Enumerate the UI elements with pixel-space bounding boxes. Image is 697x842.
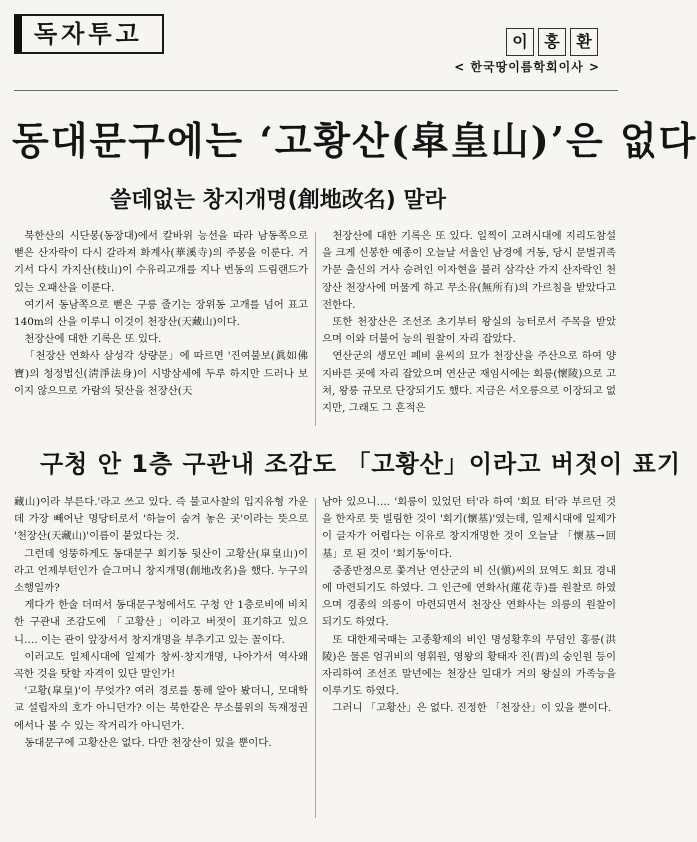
headline: 동대문구에는 ‘고황산(皐皇山)’은 없다 xyxy=(12,118,697,163)
body-paragraph: 게다가 한술 더떠서 동대문구청에서도 구청 안 1층로비에 비치한 구관내 조감도에 「고황산」이라고 버젓이 표기하고 있으니…. 이는 관이 앞장서서 창지개명을 부추기고 있는 꼴이다. xyxy=(14,599,308,646)
section-label: 독자투고 xyxy=(14,14,164,54)
author-char: 환 xyxy=(570,28,598,56)
body-paragraph: 이러고도 일제시대에 일제가 창씨·창지개명, 나아가서 역사왜곡한 것을 탓할 자격이 있단 말인가! xyxy=(14,650,308,681)
body-column-top-right xyxy=(322,228,616,417)
body-paragraph: 「천장산 연화사 삼성각 상량문」에 따르면 '진여불보(眞如佛寶)의 청정법신(淸淨法身)이 시방삼세에 두루 하지만 드러나 보이지 않으므로 가람의 뒷산을 천장산(天 xyxy=(14,350,308,397)
body-column-top-left xyxy=(14,228,308,400)
body-paragraph: 남아 있으니…. '회릉이 있었던 터'라 하여 '회묘 터'라 부르던 것을 한자로 뜻 빌림한 것이 '회기(懷基)'였는데, 일제시대에 일제가 이 글자가 어렵다는 이유로 창지개명한 것이 오늘날 「懷基→回基」로 된 것이 '회기동'이다. xyxy=(322,496,616,560)
mid-headline: 구청 안 1층 구관내 조감도 「고황산」이라고 버젓이 표기 xyxy=(40,450,682,478)
author-affiliation: < 한국땅이름학회이사 > xyxy=(454,60,600,74)
body-paragraph: 그러니 「고황산」은 없다. 진정한 「천장산」이 있을 뿐이다. xyxy=(332,702,612,715)
body-paragraph: 중종반정으로 쫓겨난 연산군의 비 신(愼)씨의 묘역도 회묘 경내에 마련되기도 하였다. 그 인근에 연화사(蓮花寺)를 원찰로 하였으며 경종의 의릉이 마련되면서 천장산 연화사는 의릉의 원찰이 되기도 하였다. xyxy=(322,564,616,629)
body-paragraph: 천장산에 대한 기록은 또 있다. 일찍이 고려시대에 지리도참설을 크게 신봉한 예종이 오늘날 서울인 남경에 거동, 당시 문벌귀족가문 출신의 거사 승려인 이자현을 불러 삼각산 가지 산자락인 천장산 천장사에 머물게 하고 무소유(無所有)의 가르침을 받았다고 전한다. xyxy=(322,230,616,311)
body-paragraph: 또 대한제국때는 고종황제의 비인 명성황후의 무덤인 홍릉(洪陵)은 물론 엄귀비의 영휘원, 영왕의 황태자 진(晋)의 숭인원 등이 자리하여 조선조 말년에는 천장산 일대가 거의 왕실의 가족능을 이루기도 하였다. xyxy=(322,633,616,698)
body-paragraph: '고황(皐皇)'이 무엇가? 여러 경로를 통해 알아 봤더니, 모대학교 설립자의 호가 아니던가? 이는 북한같은 무소불위의 독재정권에서나 볼 수 있는 작거리가 아니던가. xyxy=(14,685,308,732)
author-name xyxy=(506,28,598,56)
body-paragraph: 그런데 엉뚱하게도 동대문구 회기동 뒷산이 고황산(皐皇山)이라고 언제부턴인가 슬그머니 창지개명(創地改名)을 했다. 누구의 소행일까? xyxy=(14,547,308,595)
body-paragraph: 동대문구에 고황산은 없다. 다만 천장산이 있을 뿐이다. xyxy=(24,736,272,749)
body-paragraph: 藏山)이라 부른다.'라고 쓰고 있다. 즉 불교사찰의 입지유형 가운데 가장 빼어난 명당터로서 '하늘이 숨겨 놓은 곳'이라는 뜻으로 '천장산(天藏山)'이름이 붙었다는 것. xyxy=(14,496,308,543)
header-divider xyxy=(14,90,618,91)
body-paragraph: 북한산의 시단봉(동장대)에서 칼바위 능선을 따라 남동쪽으로 뻗은 산자락이 다시 갈라져 화계사(華溪寺)의 주봉을 이룬다. 거기서 다시 가지산(枝山)이 수유리고개를 지나 번동의 드림랜드가 있는 오패산을 이룬다. xyxy=(14,230,308,294)
body-column-bottom-right xyxy=(322,494,616,718)
author-char: 홍 xyxy=(538,28,566,56)
column-divider xyxy=(315,232,316,426)
body-column-bottom-left xyxy=(14,494,308,752)
body-paragraph: 천장산에 대한 기록은 또 있다. xyxy=(24,333,162,346)
body-paragraph: 또한 천장산은 조선조 초기부터 왕실의 능터로서 주목을 받았으며 이와 더불어 능의 원찰이 자리 잡았다. xyxy=(322,316,616,346)
column-divider xyxy=(315,498,316,818)
subheadline: 쓸데없는 창지개명(創地改名) 말라 xyxy=(110,188,446,213)
body-paragraph: 연산군의 생모인 폐비 윤씨의 묘가 천장산을 주산으로 하여 양지바른 곳에 자리 잡았으며 연산군 재임시에는 회릉(懷陵)으로 고쳐, 왕릉 규모로 단장되기도 했다. 지금은 서오릉으로 이장되고 없지만, 그래도 그 흔적은 xyxy=(322,350,616,415)
author-char: 이 xyxy=(506,28,534,56)
body-paragraph: 여기서 동남쪽으로 뻗은 구릉 줄기는 장위동 고개를 넘어 표고 140m의 산을 이루니 이것이 천장산(天藏山)이다. xyxy=(14,298,308,329)
